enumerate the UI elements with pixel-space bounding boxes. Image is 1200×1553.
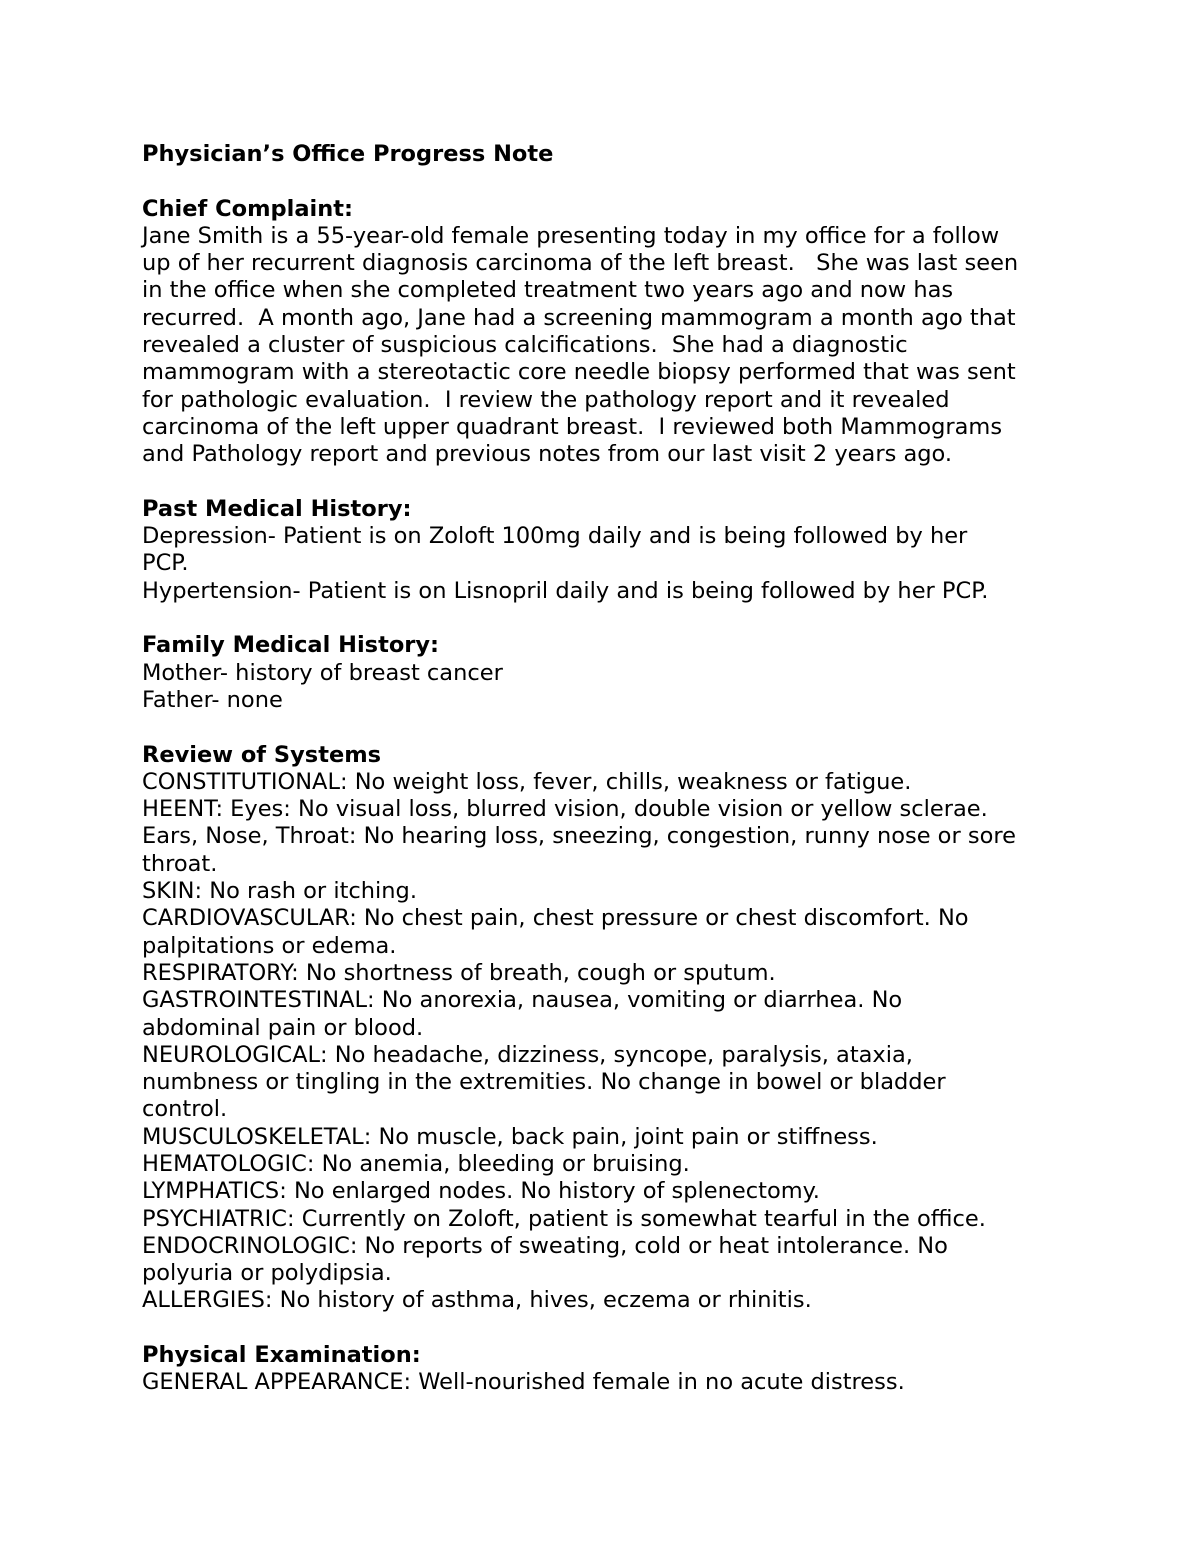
text-line: CARDIOVASCULAR: No chest pain, chest pressure or chest discomfort. No [142,905,969,932]
chief-complaint-section [142,196,1082,469]
document-title: Physician’s Office Progress Note [142,141,554,167]
text-line: RESPIRATORY: No shortness of breath, cough or sputum. [142,959,776,986]
text-line: Mother- history of breast cancer [142,659,503,686]
spacer [142,1315,1082,1342]
text-line: NEUROLOGICAL: No headache, dizziness, syncope, paralysis, ataxia, [142,1041,913,1068]
text-line: palpitations or edema. [142,932,397,959]
text-line: Ears, Nose, Throat: No hearing loss, sneezing, congestion, runny nose or sore [142,823,1016,850]
text-line: mammogram with a stereotactic core needle biopsy performed that was sent [142,359,1016,386]
physical-examination-section [142,1342,1082,1397]
text-line: CONSTITUTIONAL: No weight loss, fever, chills, weakness or fatigue. [142,768,912,795]
family-medical-history-section [142,632,1082,714]
text-line: polyuria or polydipsia. [142,1260,392,1287]
spacer [142,714,1082,741]
text-line: and Pathology report and previous notes from our last visit 2 years ago. [142,441,953,468]
text-line: MUSCULOSKELETAL: No muscle, back pain, joint pain or stiffness. [142,1123,878,1150]
text-line: up of her recurrent diagnosis carcinoma of the left breast. She was last seen [142,250,1019,277]
text-line: LYMPHATICS: No enlarged nodes. No history of splenectomy. [142,1178,820,1205]
text-line: GASTROINTESTINAL: No anorexia, nausea, vomiting or diarrhea. No [142,987,903,1014]
text-line: in the office when she completed treatment two years ago and now has [142,277,954,304]
text-line: Father- none [142,686,283,713]
section-heading: Review of Systems [142,741,382,768]
text-line: PCP. [142,550,189,577]
text-line: GENERAL APPEARANCE: Well-nourished female in no acute distress. [142,1369,905,1396]
text-line: numbness or tingling in the extremities. No change in bowel or bladder [142,1069,946,1096]
text-line: ALLERGIES: No history of asthma, hives, eczema or rhinitis. [142,1287,812,1314]
section-heading: Physical Examination: [142,1342,421,1369]
text-line: PSYCHIATRIC: Currently on Zoloft, patient is somewhat tearful in the office. [142,1205,986,1232]
text-line: Jane Smith is a 55-year-old female presenting today in my office for a follow [142,222,1000,249]
document-page [142,141,1082,1397]
section-heading: Chief Complaint: [142,195,354,222]
text-line: ENDOCRINOLOGIC: No reports of sweating, cold or heat intolerance. No [142,1232,948,1259]
text-line: abdominal pain or blood. [142,1014,424,1041]
text-line: throat. [142,850,218,877]
section-heading: Past Medical History: [142,495,412,522]
text-line: HEMATOLOGIC: No anemia, bleeding or bruising. [142,1150,690,1177]
text-line: carcinoma of the left upper quadrant breast. I reviewed both Mammograms [142,413,1003,440]
spacer [142,605,1082,632]
section-heading: Family Medical History: [142,632,440,659]
text-line: Depression- Patient is on Zoloft 100mg daily and is being followed by her [142,523,968,550]
text-line: Hypertension- Patient is on Lisnopril daily and is being followed by her PCP. [142,577,989,604]
text-line: for pathologic evaluation. I review the pathology report and it revealed [142,386,950,413]
past-medical-history-section [142,496,1082,605]
text-line: revealed a cluster of suspicious calcifications. She had a diagnostic [142,332,908,359]
spacer [142,469,1082,496]
text-line: recurred. A month ago, Jane had a screening mammogram a month ago that [142,304,1016,331]
spacer [142,168,1082,195]
text-line: SKIN: No rash or itching. [142,878,417,905]
review-of-systems-section [142,742,1082,1315]
text-line: HEENT: Eyes: No visual loss, blurred vision, double vision or yellow sclerae. [142,796,988,823]
text-line: control. [142,1096,228,1123]
